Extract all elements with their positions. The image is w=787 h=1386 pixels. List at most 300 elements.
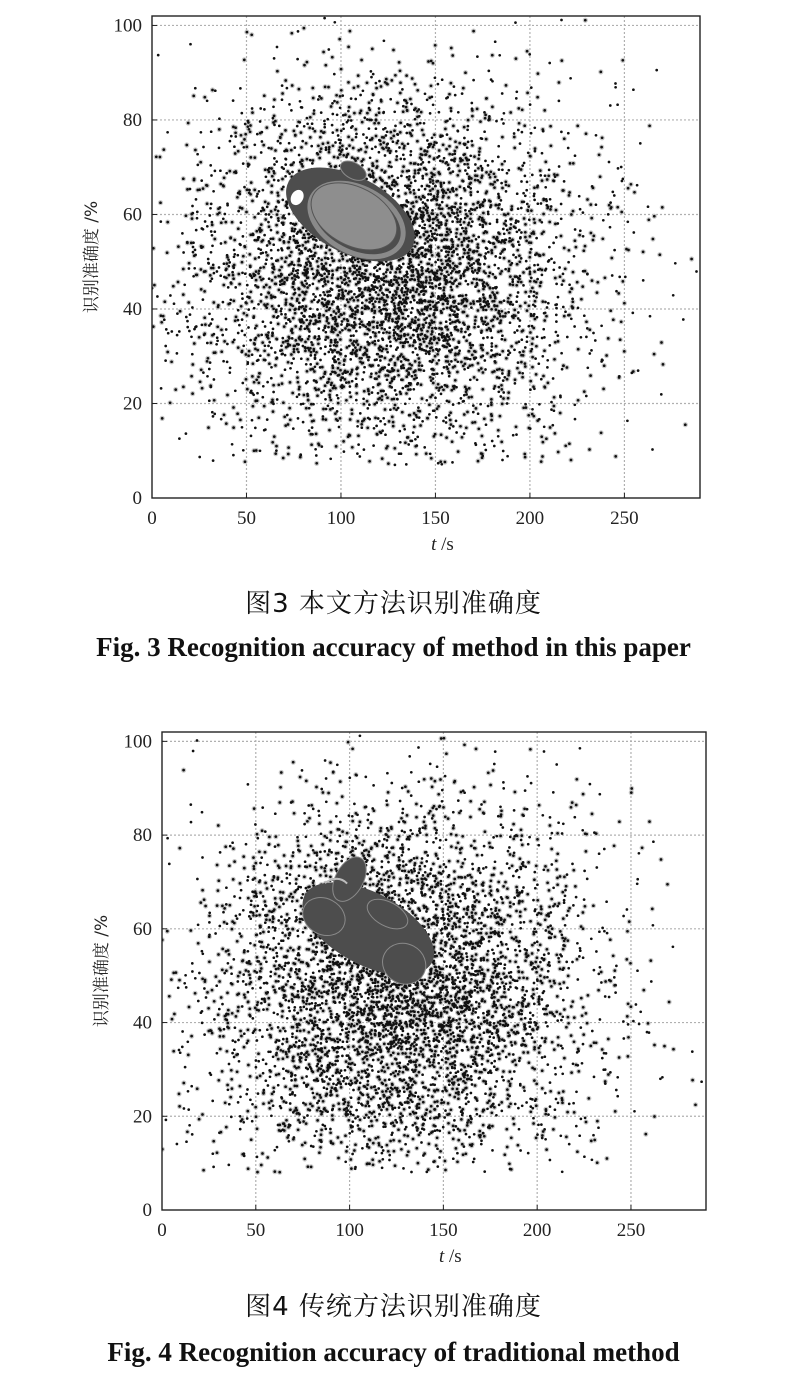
data-point: [515, 300, 518, 303]
data-point: [509, 275, 512, 278]
data-point: [690, 258, 693, 261]
data-point: [518, 371, 521, 374]
data-point: [560, 352, 563, 355]
data-point: [285, 298, 288, 301]
data-point: [395, 291, 398, 294]
data-point: [244, 460, 247, 463]
data-point: [381, 395, 384, 398]
data-point: [477, 167, 480, 170]
data-point: [193, 179, 196, 182]
data-point: [433, 409, 436, 412]
data-point: [488, 173, 491, 176]
data-point: [273, 179, 276, 182]
data-point: [574, 239, 577, 242]
data-point: [483, 359, 486, 362]
data-point: [354, 313, 357, 316]
data-point: [436, 342, 439, 345]
data-point: [520, 281, 523, 284]
data-point: [321, 297, 324, 300]
data-point: [452, 170, 455, 173]
data-point: [429, 279, 432, 282]
data-point: [469, 364, 472, 367]
data-point: [347, 110, 350, 113]
data-point: [431, 282, 434, 285]
data-point: [220, 350, 223, 353]
data-point: [497, 193, 500, 196]
data-point: [450, 286, 453, 289]
data-point: [412, 189, 415, 192]
data-point: [592, 235, 595, 238]
data-point: [481, 435, 484, 438]
data-point: [596, 281, 599, 284]
data-point: [514, 21, 517, 24]
data-point: [336, 285, 339, 288]
data-point: [407, 333, 410, 336]
data-point: [619, 338, 622, 341]
data-point: [662, 363, 665, 366]
data-point: [331, 282, 334, 285]
data-point: [355, 392, 358, 395]
data-point: [534, 300, 537, 303]
data-point: [483, 285, 486, 288]
data-point: [186, 188, 189, 191]
data-point: [498, 322, 501, 325]
data-point: [614, 86, 617, 89]
data-point: [300, 306, 303, 309]
data-point: [210, 251, 213, 254]
data-point: [459, 218, 462, 221]
data-point: [355, 136, 358, 139]
data-point: [406, 369, 409, 372]
data-point: [220, 221, 223, 224]
data-point: [403, 308, 406, 311]
data-point: [355, 399, 358, 402]
data-point: [416, 436, 419, 439]
data-point: [404, 326, 407, 329]
data-point: [579, 229, 582, 232]
data-point: [451, 188, 454, 191]
data-point: [567, 132, 570, 135]
data-point: [358, 323, 361, 326]
data-point: [533, 186, 536, 189]
data-point: [309, 322, 312, 325]
data-point: [349, 385, 352, 388]
data-point: [276, 231, 279, 234]
data-point: [499, 353, 502, 356]
data-point: [463, 252, 466, 255]
data-point: [316, 269, 319, 272]
data-point: [382, 136, 385, 139]
data-point: [341, 320, 344, 323]
data-point: [544, 301, 547, 304]
data-point: [402, 105, 405, 108]
data-point: [280, 374, 283, 377]
data-point: [365, 299, 368, 302]
data-point: [257, 247, 260, 250]
data-point: [615, 290, 618, 293]
data-point: [357, 343, 360, 346]
data-point: [443, 292, 446, 295]
data-point: [340, 376, 343, 379]
data-point: [457, 111, 460, 114]
data-point: [394, 74, 397, 77]
data-point: [639, 142, 642, 145]
data-point: [607, 213, 610, 216]
data-point: [430, 333, 433, 336]
data-point: [210, 230, 213, 233]
data-point: [463, 368, 466, 371]
data-point: [284, 354, 287, 357]
data-point: [406, 109, 409, 112]
data-point: [285, 256, 288, 259]
data-point: [393, 398, 396, 401]
data-point: [341, 281, 344, 284]
data-point: [515, 97, 518, 100]
data-point: [552, 268, 555, 271]
data-point: [462, 400, 465, 403]
data-point: [506, 229, 509, 232]
data-point: [273, 124, 276, 127]
data-point: [413, 299, 416, 302]
data-point: [291, 171, 294, 174]
data-point: [275, 224, 278, 227]
data-point: [249, 290, 252, 293]
data-point: [337, 156, 340, 159]
data-point: [234, 152, 237, 155]
data-point: [381, 337, 384, 340]
data-point: [460, 330, 463, 333]
data-point: [228, 274, 231, 277]
data-point: [369, 156, 372, 159]
data-point: [382, 332, 385, 335]
data-point: [449, 137, 452, 140]
data-point: [469, 302, 472, 305]
data-point: [484, 117, 487, 120]
data-point: [479, 120, 482, 123]
data-point: [483, 221, 486, 224]
data-point: [433, 435, 436, 438]
data-point: [324, 298, 327, 301]
data-point: [474, 319, 477, 322]
data-point: [439, 322, 442, 325]
data-point: [288, 274, 291, 277]
data-point: [611, 274, 614, 277]
data-point: [485, 423, 488, 426]
data-point: [528, 295, 531, 298]
data-point: [428, 271, 431, 274]
data-point: [616, 103, 619, 106]
data-point: [537, 362, 540, 365]
data-point: [210, 130, 213, 133]
data-point: [363, 366, 366, 369]
data-point: [379, 143, 382, 146]
data-point: [336, 410, 339, 413]
data-point: [487, 70, 490, 73]
data-point: [463, 137, 466, 140]
data-point: [471, 220, 474, 223]
data-point: [419, 236, 422, 239]
data-point: [463, 413, 466, 416]
data-point: [452, 296, 455, 299]
data-point: [390, 166, 393, 169]
data-point: [412, 329, 415, 332]
data-point: [255, 195, 258, 198]
data-point: [203, 290, 206, 293]
data-point: [347, 284, 350, 287]
data-point: [254, 348, 257, 351]
data-point: [344, 304, 347, 307]
data-point: [541, 355, 544, 358]
data-point: [318, 280, 321, 283]
data-point: [408, 175, 411, 178]
data-point: [524, 301, 527, 304]
data-point: [489, 171, 492, 174]
data-point: [542, 375, 545, 378]
data-point: [450, 348, 453, 351]
data-point: [233, 338, 236, 341]
data-point: [348, 280, 351, 283]
data-point: [475, 278, 478, 281]
data-point: [437, 83, 440, 86]
data-point: [373, 340, 376, 343]
data-point: [272, 328, 275, 331]
data-point: [392, 140, 395, 143]
data-point: [608, 161, 611, 164]
data-point: [489, 183, 492, 186]
data-point: [192, 275, 195, 278]
data-point: [283, 277, 286, 280]
data-point: [243, 59, 246, 62]
data-point: [324, 398, 327, 401]
data-point: [502, 397, 505, 400]
data-point: [530, 132, 533, 135]
data-point: [166, 131, 169, 134]
data-point: [218, 266, 221, 269]
data-point: [293, 130, 296, 133]
data-point: [377, 392, 380, 395]
data-point: [421, 129, 424, 132]
data-point: [419, 122, 422, 125]
data-point: [460, 397, 463, 400]
data-point: [434, 185, 437, 188]
data-point: [402, 367, 405, 370]
data-point: [316, 152, 319, 155]
data-point: [532, 295, 535, 298]
data-point: [418, 224, 421, 227]
data-point: [211, 411, 214, 414]
data-point: [198, 456, 201, 459]
data-point: [529, 290, 532, 293]
data-point: [391, 380, 394, 383]
data-point: [476, 190, 479, 193]
data-point: [212, 459, 215, 462]
data-point: [331, 277, 334, 280]
data-point: [262, 320, 265, 323]
data-point: [257, 303, 260, 306]
data-point: [273, 157, 276, 160]
data-point: [212, 301, 215, 304]
data-point: [513, 132, 516, 135]
data-point: [294, 325, 297, 328]
data-point: [512, 434, 515, 437]
data-point: [505, 357, 508, 360]
data-point: [314, 365, 317, 368]
data-point: [437, 389, 440, 392]
data-point: [445, 250, 448, 253]
data-point: [500, 330, 503, 333]
data-point: [246, 31, 249, 34]
data-point: [617, 167, 620, 170]
data-point: [206, 375, 209, 378]
data-point: [620, 166, 623, 169]
data-point: [387, 374, 390, 377]
data-point: [455, 188, 458, 191]
data-point: [293, 308, 296, 311]
data-point: [162, 148, 165, 151]
data-point: [349, 418, 352, 421]
data-point: [265, 306, 268, 309]
data-point: [220, 328, 223, 331]
data-point: [519, 305, 522, 308]
data-point: [457, 302, 460, 305]
data-point: [524, 291, 527, 294]
data-point: [165, 328, 168, 331]
data-point: [385, 275, 388, 278]
data-point: [457, 164, 460, 167]
data-point: [405, 132, 408, 135]
data-point: [451, 254, 454, 257]
data-point: [343, 279, 346, 282]
data-point: [402, 153, 405, 156]
data-point: [461, 241, 464, 244]
data-point: [472, 30, 475, 33]
data-point: [614, 82, 617, 85]
data-point: [372, 172, 375, 175]
data-point: [218, 117, 221, 120]
data-point: [270, 366, 273, 369]
data-point: [529, 273, 532, 276]
data-point: [569, 77, 572, 80]
data-point: [507, 169, 510, 172]
data-point: [456, 208, 459, 211]
data-point: [358, 318, 361, 321]
data-point: [381, 429, 384, 432]
data-point: [211, 234, 214, 237]
data-point: [285, 292, 288, 295]
data-point: [543, 349, 546, 352]
data-point: [464, 169, 467, 172]
data-point: [234, 319, 237, 322]
data-point: [407, 142, 410, 145]
data-point: [164, 345, 167, 348]
data-point: [403, 158, 406, 161]
data-point: [353, 293, 356, 296]
data-point: [497, 267, 500, 270]
data-point: [216, 270, 219, 273]
data-point: [329, 399, 332, 402]
data-point: [323, 390, 326, 393]
data-point: [648, 124, 651, 127]
data-point: [178, 330, 181, 333]
data-point: [260, 151, 263, 154]
data-point: [306, 158, 309, 161]
data-point: [472, 203, 475, 206]
data-point: [478, 147, 481, 150]
data-point: [294, 278, 297, 281]
data-point: [484, 252, 487, 255]
data-point: [210, 174, 213, 177]
data-point: [456, 253, 459, 256]
data-point: [357, 260, 360, 263]
data-point: [280, 266, 283, 269]
data-point: [557, 296, 560, 299]
data-point: [266, 244, 269, 247]
data-point: [386, 351, 389, 354]
data-point: [398, 146, 401, 149]
data-point: [172, 285, 175, 288]
data-point: [339, 285, 342, 288]
data-point: [417, 318, 420, 321]
data-point: [232, 265, 235, 268]
data-point: [216, 339, 219, 342]
data-point: [381, 180, 384, 183]
data-point: [343, 318, 346, 321]
data-point: [377, 375, 380, 378]
data-point: [431, 394, 434, 397]
data-point: [404, 402, 407, 405]
data-point: [200, 131, 203, 134]
data-point: [166, 351, 169, 354]
data-point: [268, 240, 271, 243]
data-point: [495, 308, 498, 311]
data-point: [534, 357, 537, 360]
data-point: [309, 116, 312, 119]
data-point: [526, 340, 529, 343]
data-point: [314, 295, 317, 298]
data-point: [216, 336, 219, 339]
data-point: [493, 181, 496, 184]
data-point: [450, 289, 453, 292]
data-point: [232, 426, 235, 429]
data-point: [275, 205, 278, 208]
data-point: [455, 146, 458, 149]
data-point: [440, 273, 443, 276]
data-point: [196, 153, 199, 156]
data-point: [293, 288, 296, 291]
data-point: [331, 102, 334, 105]
data-point: [199, 161, 202, 164]
data-point: [405, 463, 408, 466]
data-point: [361, 306, 364, 309]
data-point: [395, 155, 398, 158]
data-point: [438, 387, 441, 390]
data-point: [395, 281, 398, 284]
data-point: [684, 423, 687, 426]
data-point: [228, 371, 231, 374]
data-point: [213, 230, 216, 233]
data-point: [371, 309, 374, 312]
data-point: [288, 103, 291, 106]
data-point: [513, 136, 516, 139]
data-point: [568, 194, 571, 197]
data-point: [377, 417, 380, 420]
data-point: [243, 186, 246, 189]
data-point: [331, 303, 334, 306]
data-point: [507, 311, 510, 314]
data-point: [329, 457, 332, 460]
data-point: [406, 293, 409, 296]
data-point: [575, 246, 578, 249]
